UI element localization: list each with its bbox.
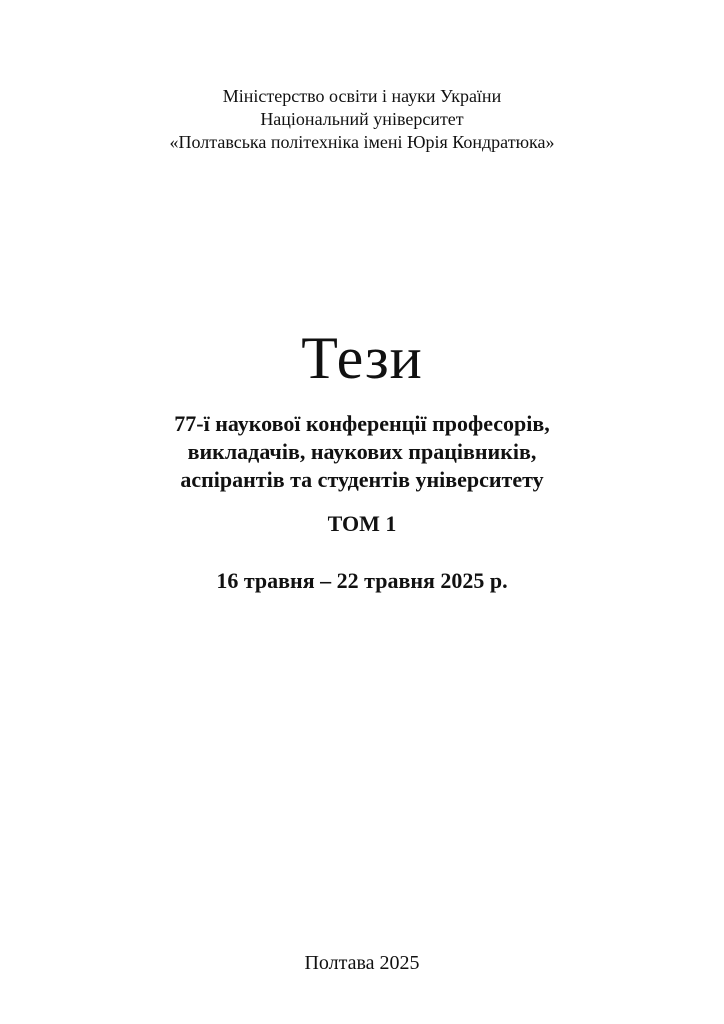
subtitle-line-3: аспірантів та студентів університету bbox=[180, 467, 544, 492]
conference-dates: 16 травня – 22 травня 2025 р. bbox=[216, 568, 508, 593]
subtitle-line-1: 77-ї наукової конференції професорів, bbox=[174, 411, 550, 436]
volume-label: ТОМ 1 bbox=[327, 511, 397, 536]
document-title: Тези bbox=[301, 325, 423, 391]
university-name-line: «Полтавська політехніка імені Юрія Кондратюка» bbox=[169, 132, 555, 152]
conference-subtitle bbox=[0, 410, 724, 494]
ministry-line: Міністерство освіти і науки України bbox=[222, 86, 502, 106]
organization-block bbox=[0, 85, 724, 154]
city-year-footer: Полтава 2025 bbox=[304, 952, 420, 974]
university-line: Національний університет bbox=[260, 109, 464, 129]
subtitle-line-2: викладачів, наукових працівників, bbox=[187, 439, 537, 464]
